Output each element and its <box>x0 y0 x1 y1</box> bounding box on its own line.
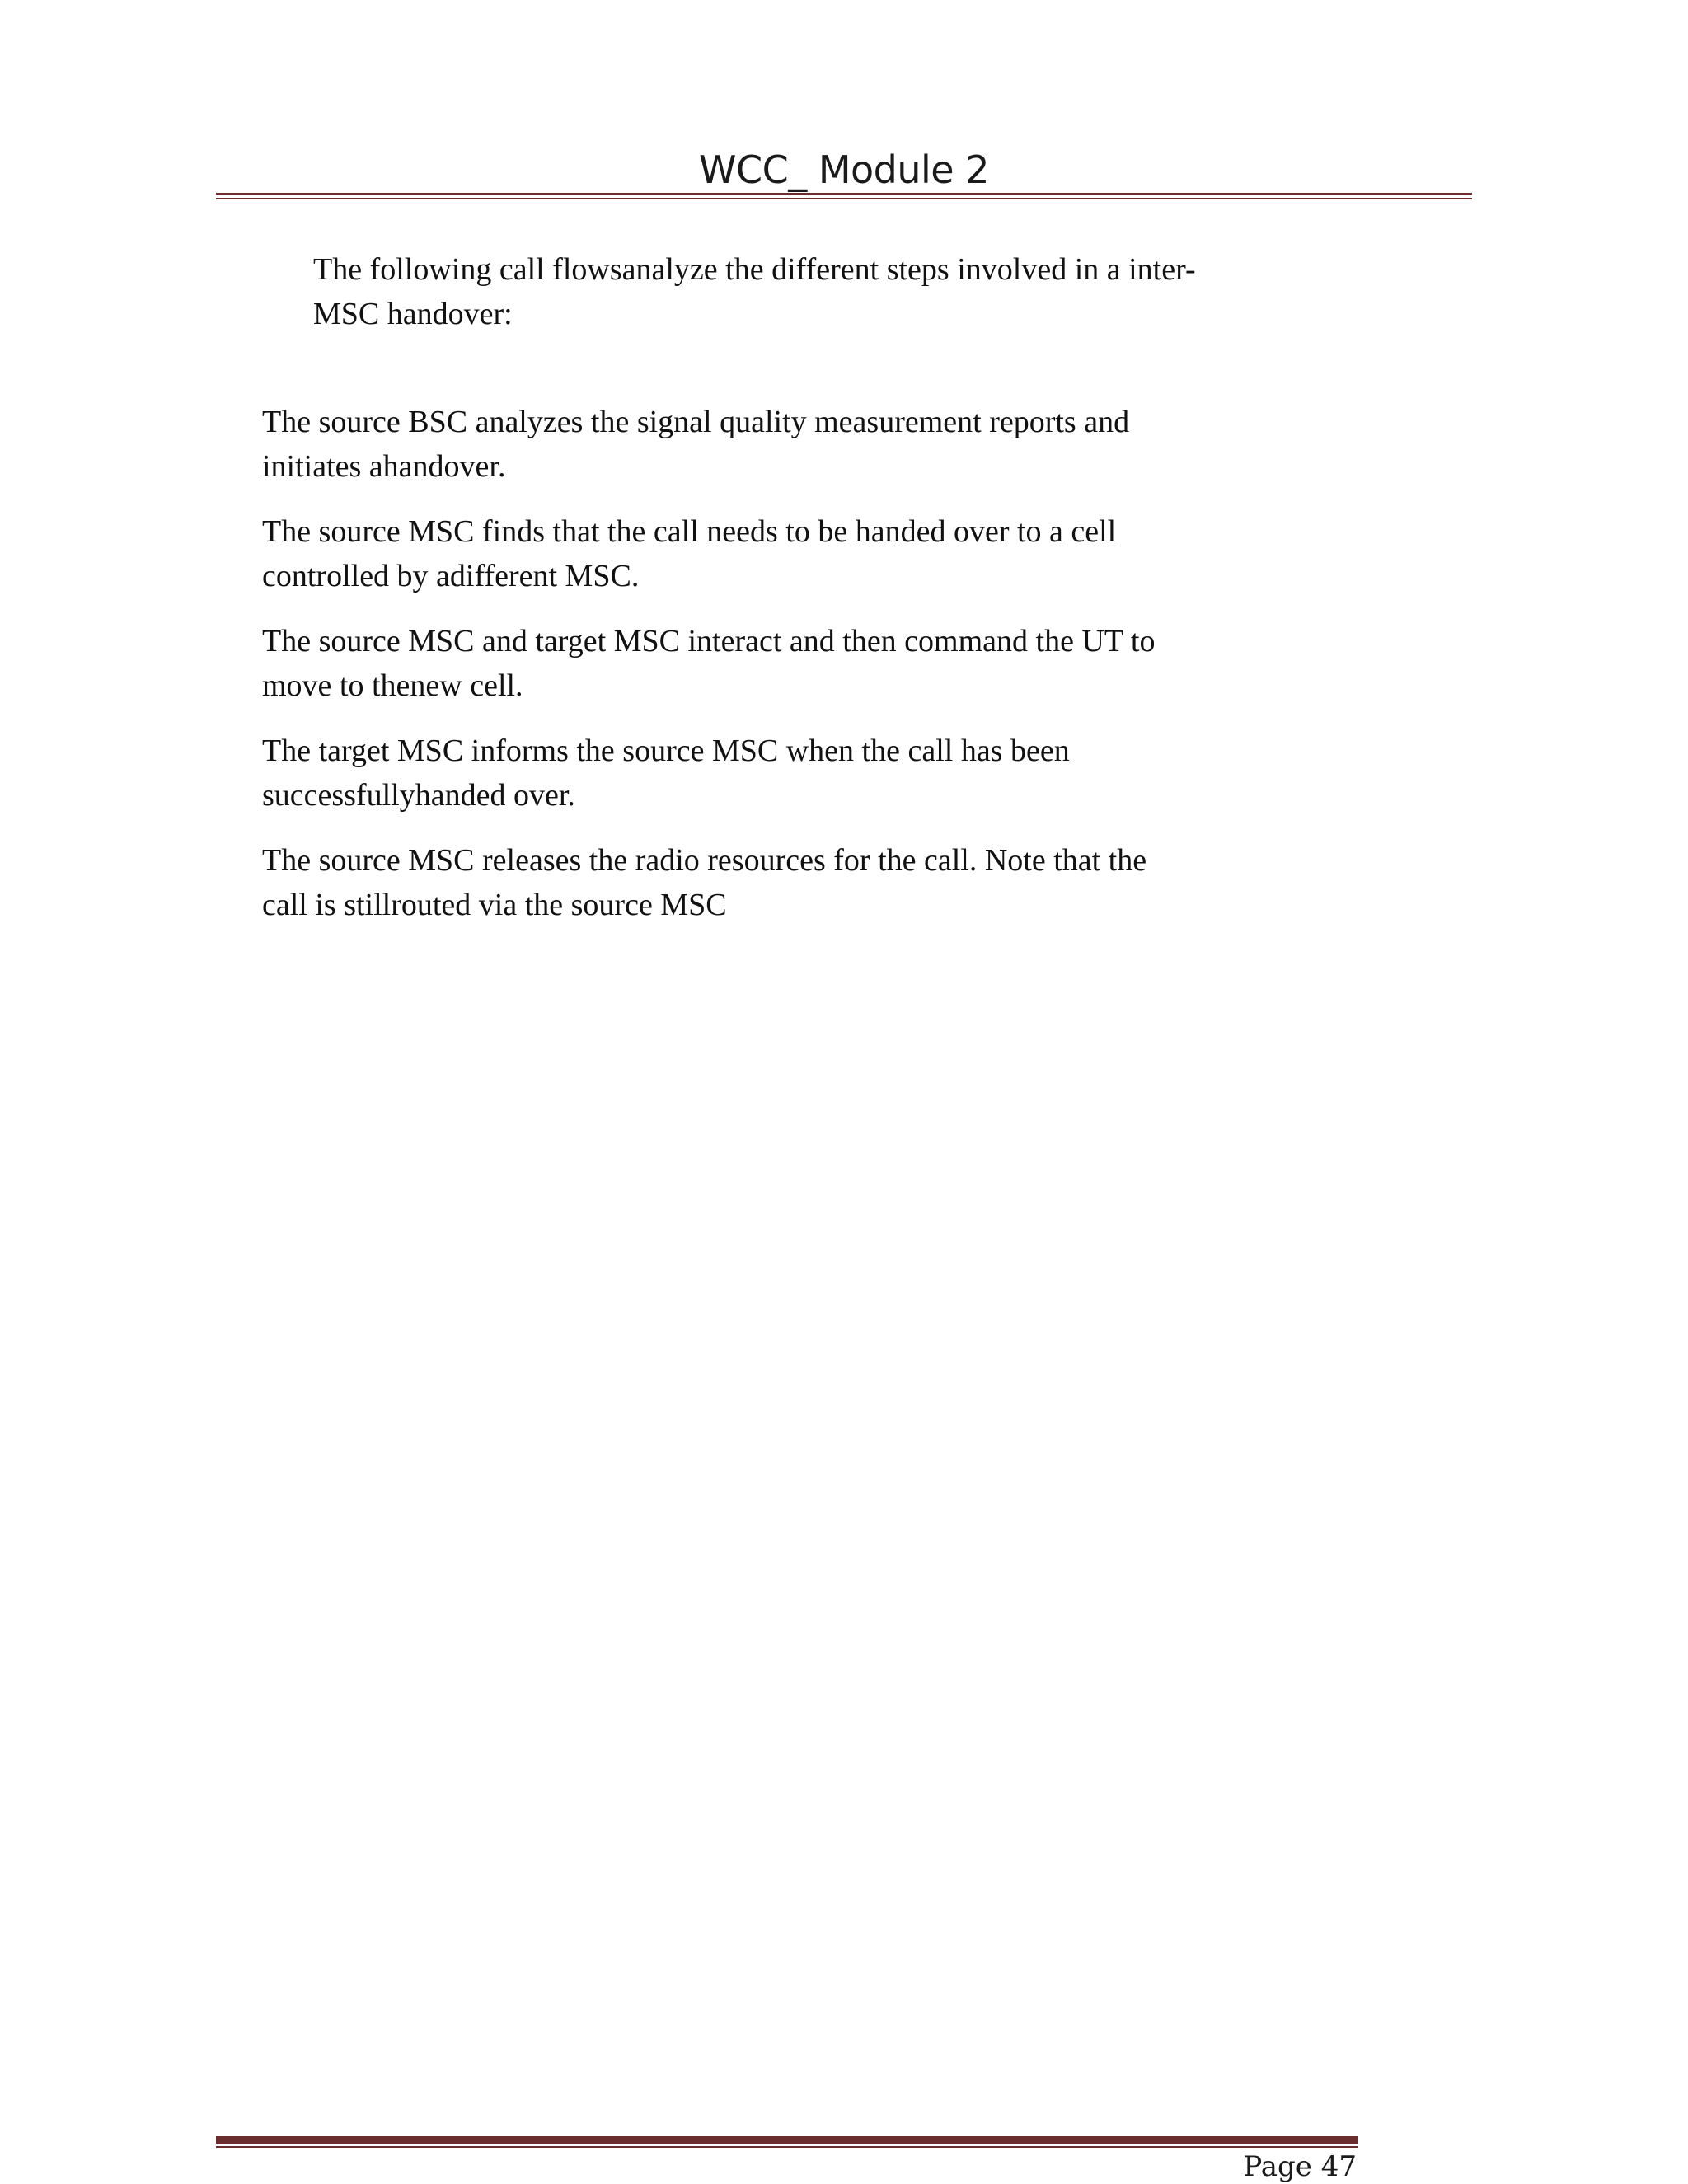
step-line: The target MSC informs the source MSC when the call has been <box>262 733 1070 768</box>
step-line: controlled by adifferent MSC. <box>262 559 640 593</box>
step-paragraph <box>262 729 1251 818</box>
step-paragraph <box>262 838 1251 927</box>
step-paragraph <box>262 509 1251 598</box>
step-paragraph <box>262 400 1251 489</box>
step-line: initiates ahandover. <box>262 449 506 484</box>
handover-steps <box>262 400 1251 948</box>
header-rule <box>216 193 1472 195</box>
page-number: Page 47 <box>1243 2150 1357 2183</box>
intro-line: MSC handover: <box>313 297 513 331</box>
step-line: The source MSC releases the radio resources for the call. Note that the <box>262 843 1147 878</box>
step-paragraph <box>262 619 1251 708</box>
step-line: move to thenew cell. <box>262 668 523 703</box>
step-line: The source BSC analyzes the signal quality measurement reports and <box>262 405 1130 439</box>
step-line: The source MSC and target MSC interact and then command the UT to <box>262 624 1156 658</box>
footer-rule <box>216 2136 1358 2144</box>
step-line: successfullyhanded over. <box>262 778 575 813</box>
footer-rule-thin <box>216 2146 1358 2148</box>
page-header-title: WCC_ Module 2 <box>699 148 989 192</box>
intro-line: The following call flowsanalyze the different steps involved in a inter- <box>313 252 1196 287</box>
header-rule-thin <box>216 198 1472 199</box>
step-line: call is stillrouted via the source MSC <box>262 888 727 922</box>
intro-paragraph <box>313 247 1302 336</box>
step-line: The source MSC finds that the call needs to be handed over to a cell <box>262 514 1117 549</box>
